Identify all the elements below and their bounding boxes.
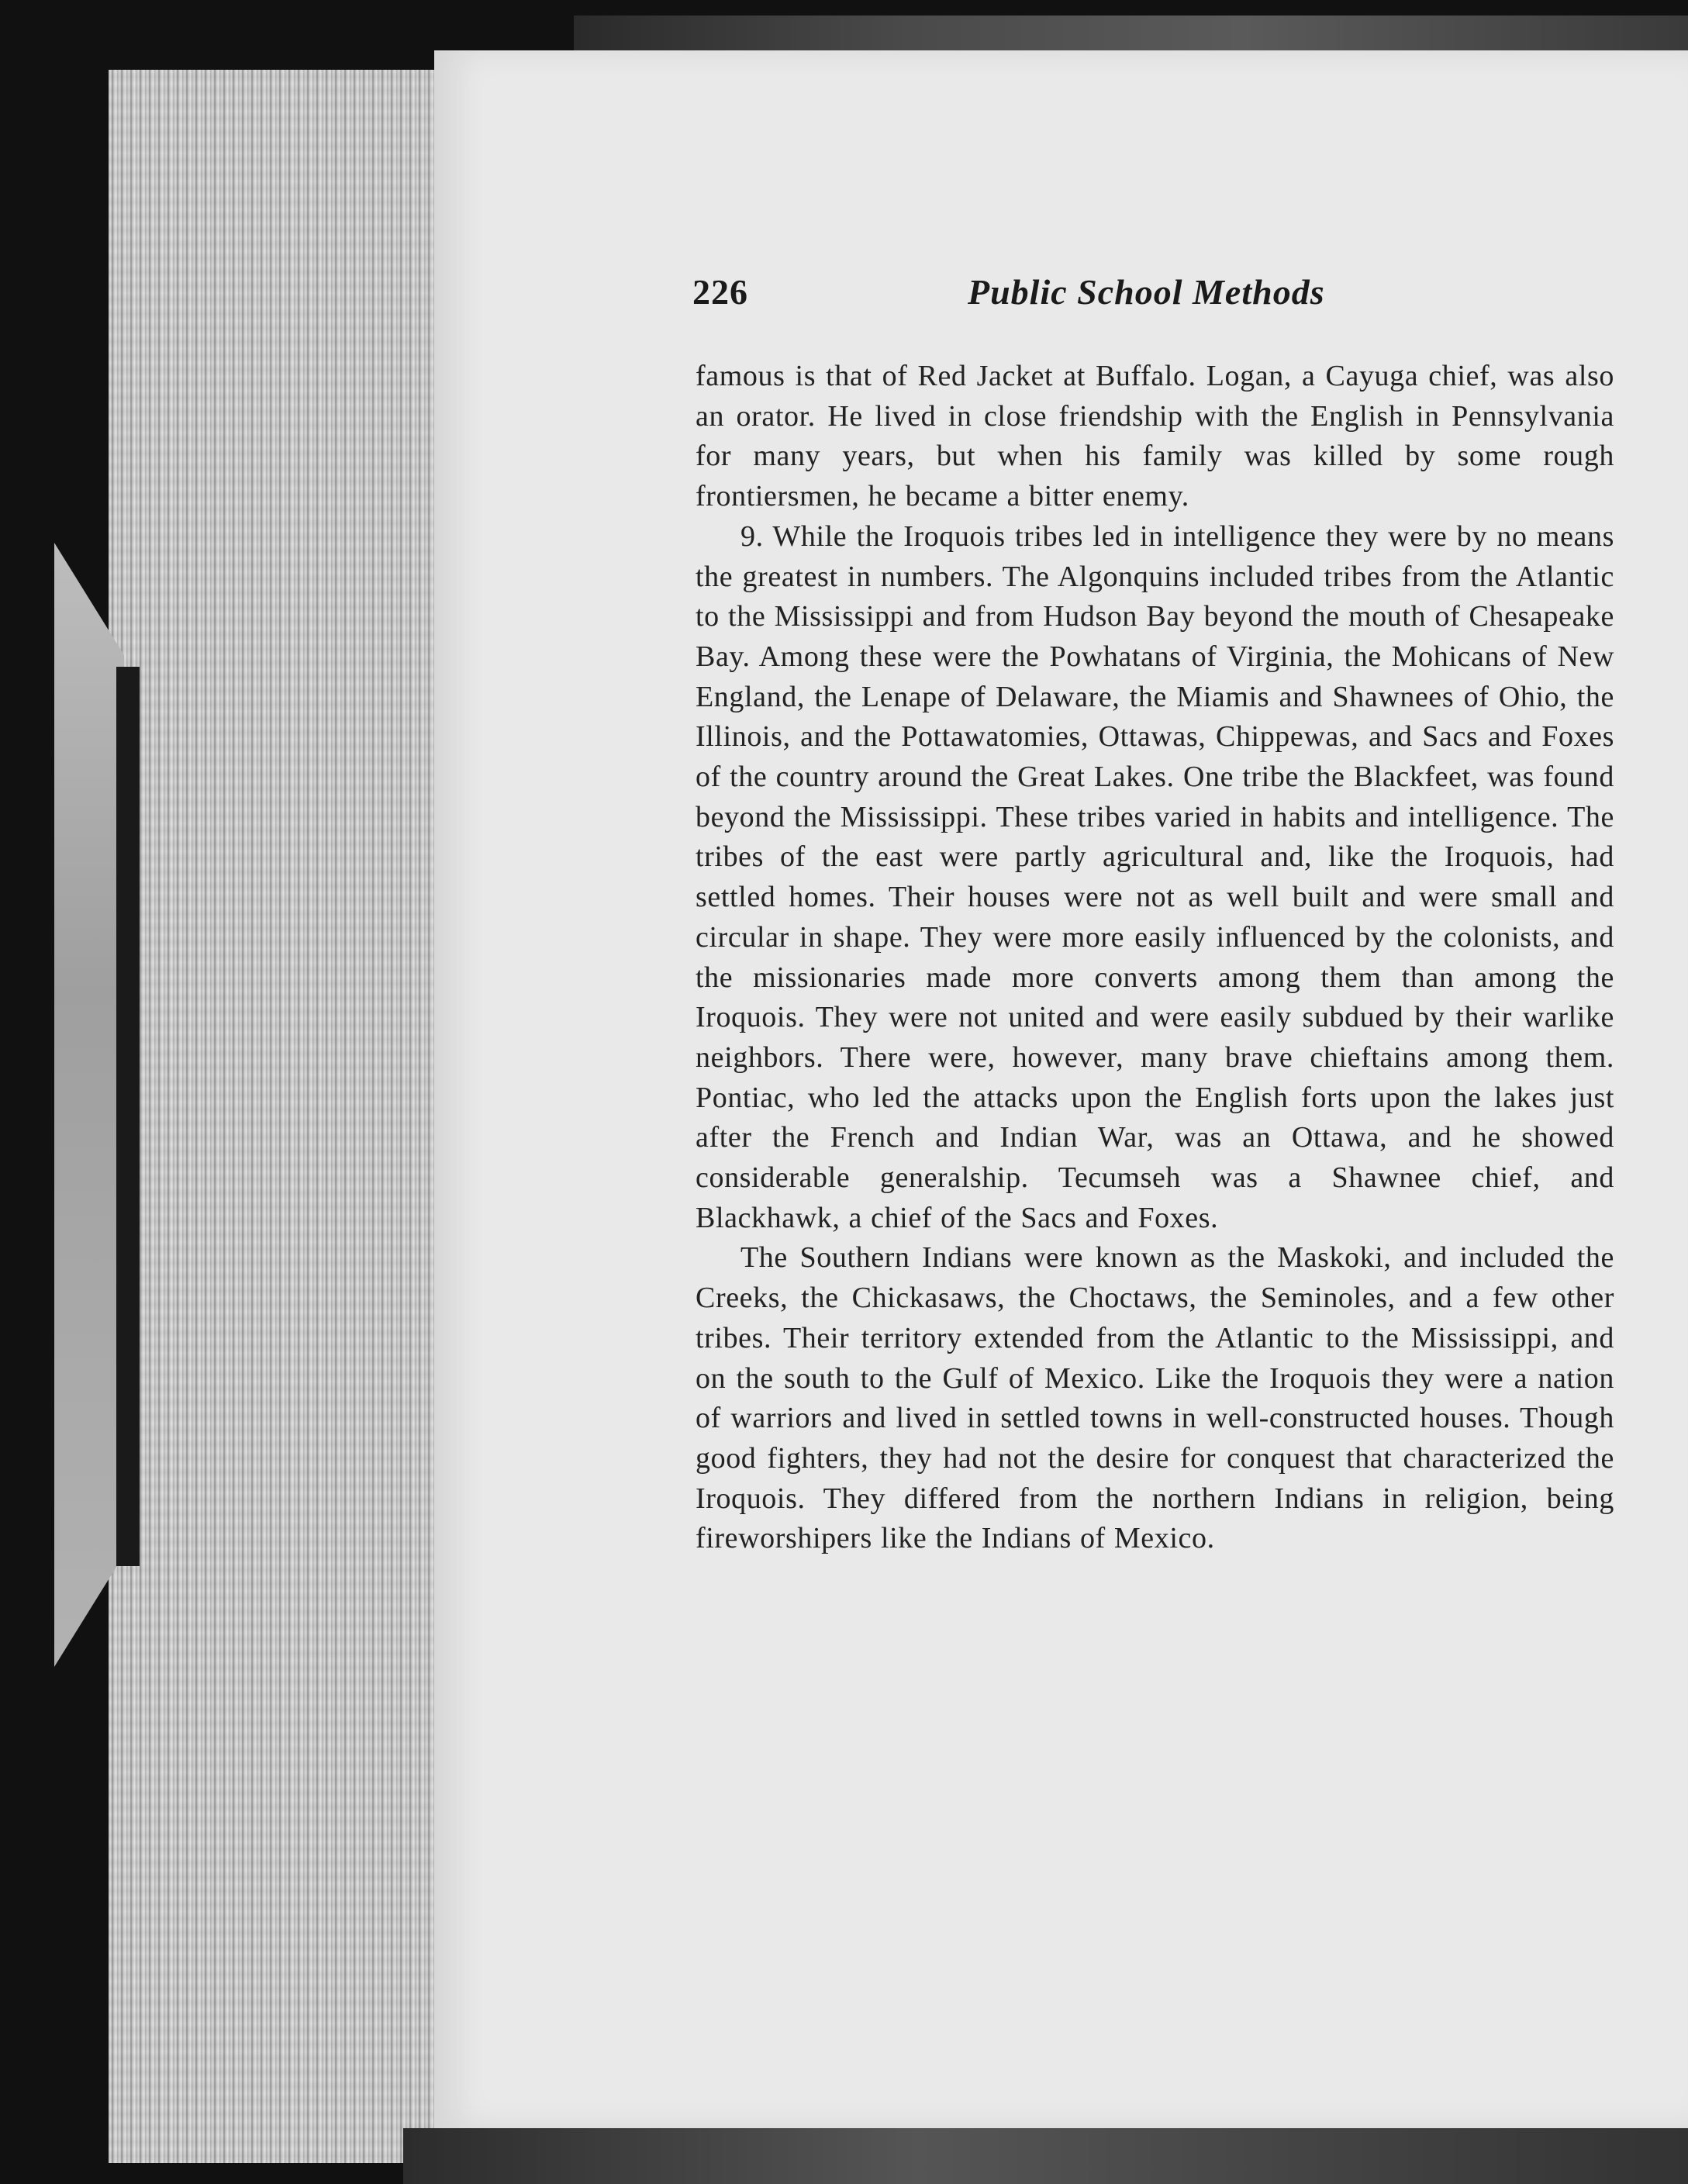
paragraph-algonquins: 9. While the Iroquois tribes led in intelligence they were by no means the greatest in numbers. The Algonquins included tribes from the Atlantic to the Mississippi and from Hudson Bay beyond the mouth of Chesapeake Bay. Among these were the Powhatans of Virginia, the Mohicans of New England, the Lenape of Delaware, the Miamis and Shawnees of Ohio, the Illinois, and the Pottawatomies, Ottawas, Chippewas, and Sacs and Foxes of the country around the Great Lakes. One tribe the Blackfeet, was found beyond the Mississippi. These tribes varied in habits and intelligence. The tribes of the east were partly agricultural and, like the Iroquois, had settled homes. Their houses were not as well built and were small and circular in shape. They were more easily influenced by the colonists, and the missionaries made more converts among them than among the Iroquois. They were not united and were easily subdued by their warlike neighbors. There were, however, many brave chieftains among them. Pontiac, who led the attacks upon the English forts upon the lakes just after the French and Indian War, was an Ottawa, and he showed considerable generalship. Tecumseh was a Shawnee chief, and Blackhawk, a chief of the Sacs and Foxes. xyxy=(696,519,1614,1234)
page-number: 226 xyxy=(692,272,748,312)
stacked-page-edges xyxy=(109,70,457,2163)
paragraph-continued: famous is that of Red Jacket at Buffalo. Logan, a Cayuga chief, was also an orator. He lived in close friendship with the English in Pennsylvania for many years, but when his family was killed by some rough frontiersmen, he became a bitter enemy. xyxy=(696,360,1614,513)
paragraph-southern-indians: The Southern Indians were known as the Maskoki, and included the Creeks, the Chickasaws, the Choctaws, the Seminoles, and a few other tribes. Their territory extended from the Atlantic to the Mississippi, and on the south to the Gulf of Mexico. Like the Iroquois they were a nation of warriors and lived in settled towns in well-constructed houses. Though good fighters, they had not the desire for conquest that characterized the Iroquois. They differed from the northern Indians in religion, being fireworshipers like the Indians of Mexico. xyxy=(696,1241,1614,1555)
running-title: Public School Methods xyxy=(968,272,1325,312)
cover-shadow xyxy=(116,667,140,1566)
body-text xyxy=(696,357,1614,1559)
book-cover-flap xyxy=(54,543,124,1667)
bottom-dark-strip xyxy=(403,2128,1688,2184)
page-header xyxy=(692,271,1615,326)
